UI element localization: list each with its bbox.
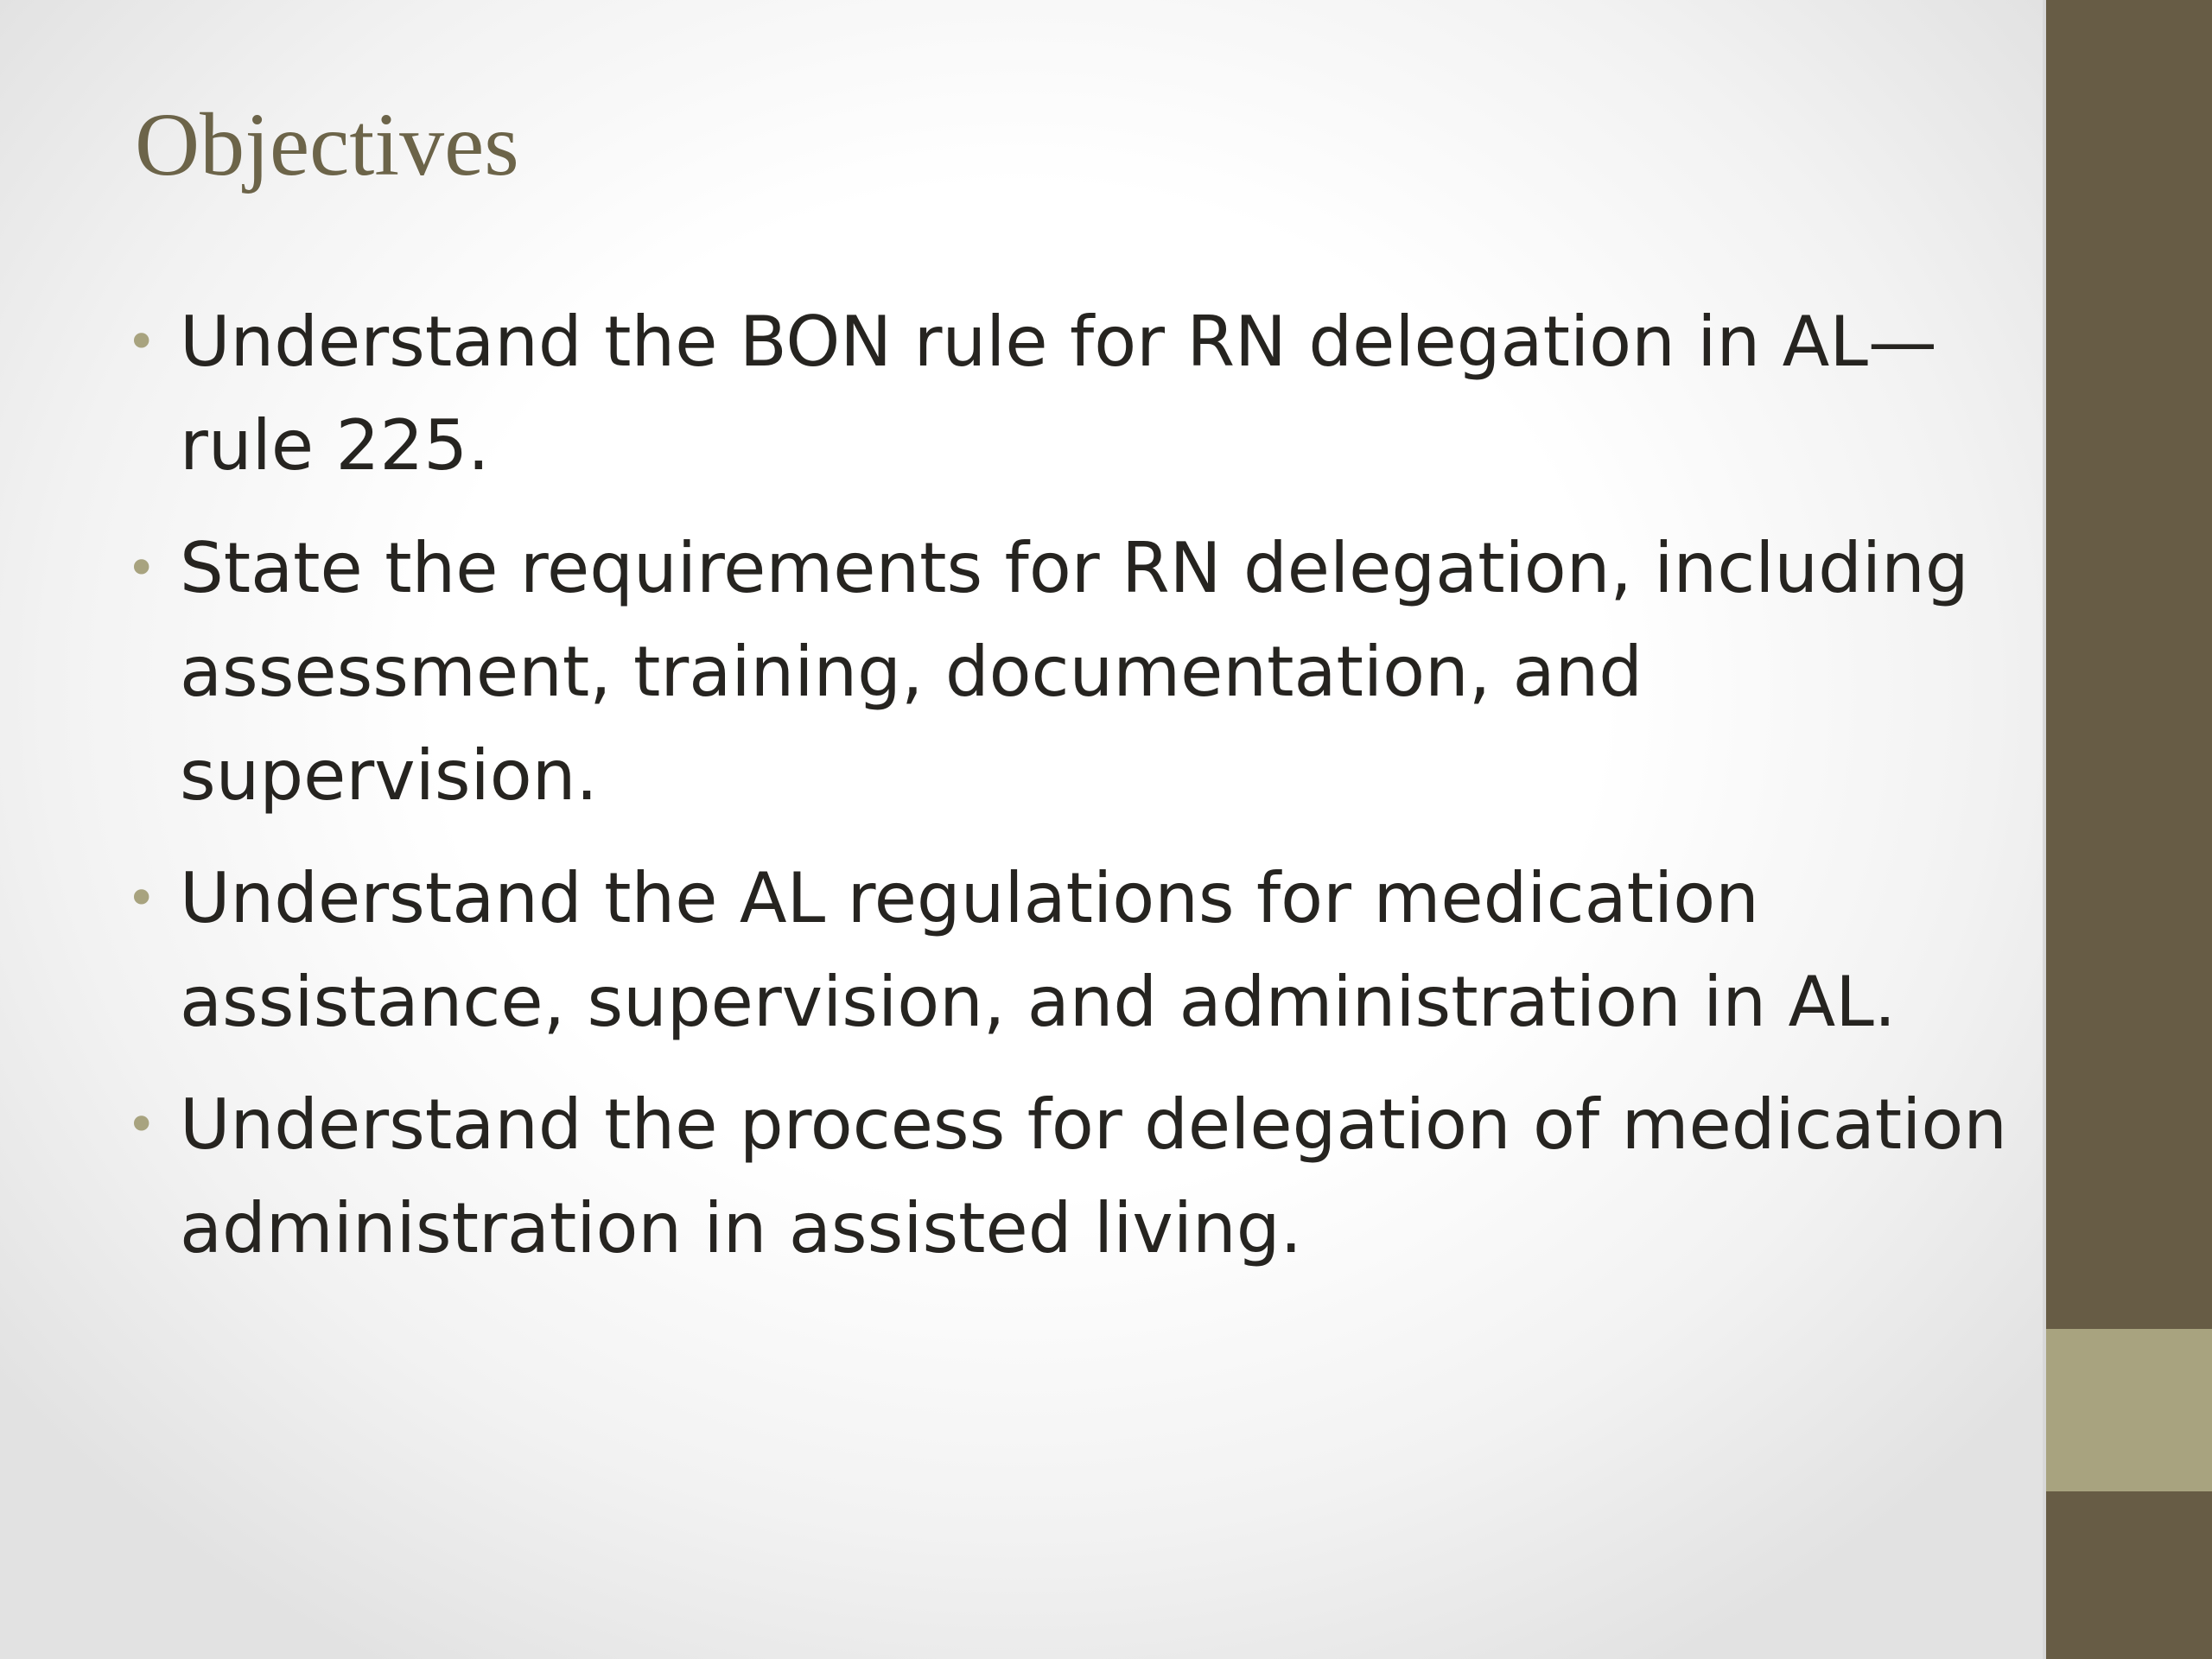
bullet-icon: • [126, 1095, 157, 1155]
list-item [121, 517, 2039, 828]
list-item-text: State the requirements for RN delegation, including assessment, training, documentation, and supervision. [180, 528, 1969, 816]
side-bar-accent [2046, 1329, 2212, 1491]
objectives-list [121, 290, 2039, 1300]
bullet-icon: • [126, 868, 157, 929]
list-item-text: Understand the process for delegation of medication administration in assisted living. [180, 1084, 2007, 1268]
bullet-icon: • [126, 312, 157, 372]
list-item [121, 1073, 2039, 1281]
slide-title: Objectives [135, 95, 519, 194]
list-item-text: Understand the AL regulations for medication assistance, supervision, and administration in AL. [180, 858, 1897, 1042]
bullet-icon: • [126, 538, 157, 599]
list-item [121, 290, 2039, 498]
list-item [121, 847, 2039, 1054]
list-item-text: Understand the BON rule for RN delegation in AL— rule 225. [180, 302, 1937, 486]
